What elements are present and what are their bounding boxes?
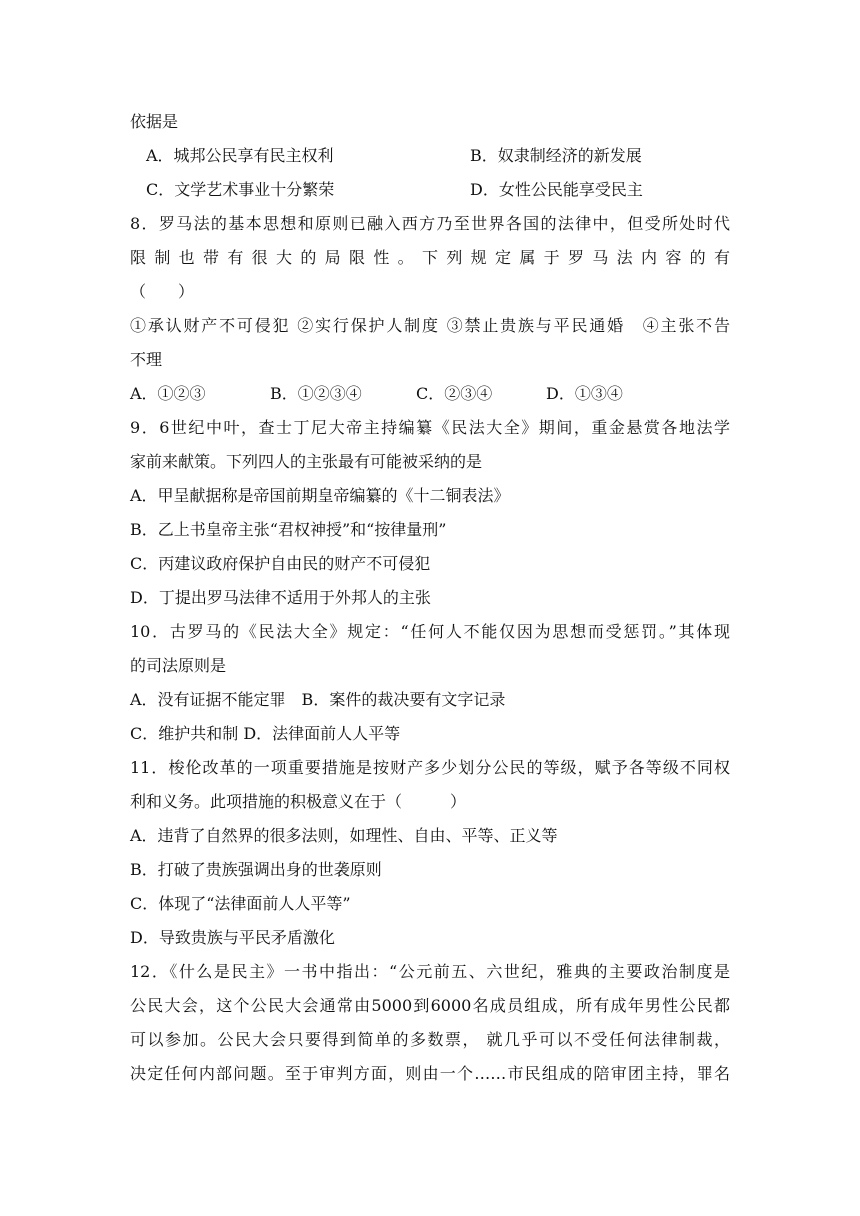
options-cd: C．维护共和制 D．法律面前人人平等 <box>130 724 401 743</box>
option-a: A．城邦公民享有民主权利 <box>146 146 334 165</box>
question-8-stem-cont: 限制也带有很大的局限性。下列规定属于罗马法内容的有 <box>130 248 730 267</box>
question-10-stem: 10．古罗马的《民法大全》规定：“任何人不能仅因为思想而受惩罚。”其体现 <box>130 622 730 641</box>
option-a: A．违背了自然界的很多法则，如理性、自由、平等、正义等 <box>130 826 558 845</box>
question-11-stem-cont: 利和义务。此项措施的积极意义在于（ ） <box>130 792 467 811</box>
question-12-stem-cont: 决定任何内部问题。至于审判方面，则由一个……市民组成的陪审团主持，罪名 <box>130 1064 730 1083</box>
option-c: C．②③④ <box>416 384 493 403</box>
option-b: B．①②③④ <box>270 384 362 403</box>
option-c: C．体现了“法律面前人人平等” <box>130 894 351 913</box>
option-a: A．甲呈献据称是帝国前期皇帝编纂的《十二铜表法》 <box>130 486 510 505</box>
question-8-stem: 8．罗马法的基本思想和原则已融入西方乃至世界各国的法律中，但受所处时代 <box>130 214 730 233</box>
option-b: B．乙上书皇帝主张“君权神授”和“按律量刑” <box>130 520 447 539</box>
text-line: 依据是 <box>130 112 179 131</box>
question-9-stem: 9．6世纪中叶，查士丁尼大帝主持编纂《民法大全》期间，重金悬赏各地法学 <box>130 418 730 437</box>
question-12-stem-cont: 可以参加。公民大会只要得到简单的多数票， 就几乎可以不受任何法律制裁， <box>130 1030 730 1049</box>
option-c: C．文学艺术事业十分繁荣 <box>146 180 335 199</box>
question-9-stem-cont: 家前来献策。下列四人的主张最有可能被采纳的是 <box>130 452 483 471</box>
option-d: D．女性公民能享受民主 <box>470 180 643 199</box>
question-8-items-cont: 不理 <box>130 350 163 369</box>
option-d: D．丁提出罗马法律不适用于外邦人的主张 <box>130 588 431 607</box>
question-11-stem: 11．梭伦改革的一项重要措施是按财产多少划分公民的等级，赋予各等级不同权 <box>130 758 730 777</box>
answer-blank: （ ） <box>130 282 195 301</box>
option-a: A．①②③ <box>130 384 206 403</box>
question-12-stem: 12．《什么是民主》一书中指出：“公元前五、六世纪，雅典的主要政治制度是 <box>130 962 730 981</box>
option-d: D．导致贵族与平民矛盾激化 <box>130 928 335 947</box>
question-8-items: ①承认财产不可侵犯 ②实行保护人制度 ③禁止贵族与平民通婚 ④主张不告 <box>130 316 730 335</box>
option-d: D．①③④ <box>546 384 623 403</box>
question-10-stem-cont: 的司法原则是 <box>130 656 227 675</box>
options-ab: A．没有证据不能定罪 B．案件的裁决要有文字记录 <box>130 690 506 709</box>
option-c: C．丙建议政府保护自由民的财产不可侵犯 <box>130 554 431 573</box>
option-b: B．奴隶制经济的新发展 <box>470 146 642 165</box>
option-b: B．打破了贵族强调出身的世袭原则 <box>130 860 382 879</box>
question-12-stem-cont: 公民大会，这个公民大会通常由5000到6000名成员组成，所有成年男性公民都 <box>130 996 730 1015</box>
